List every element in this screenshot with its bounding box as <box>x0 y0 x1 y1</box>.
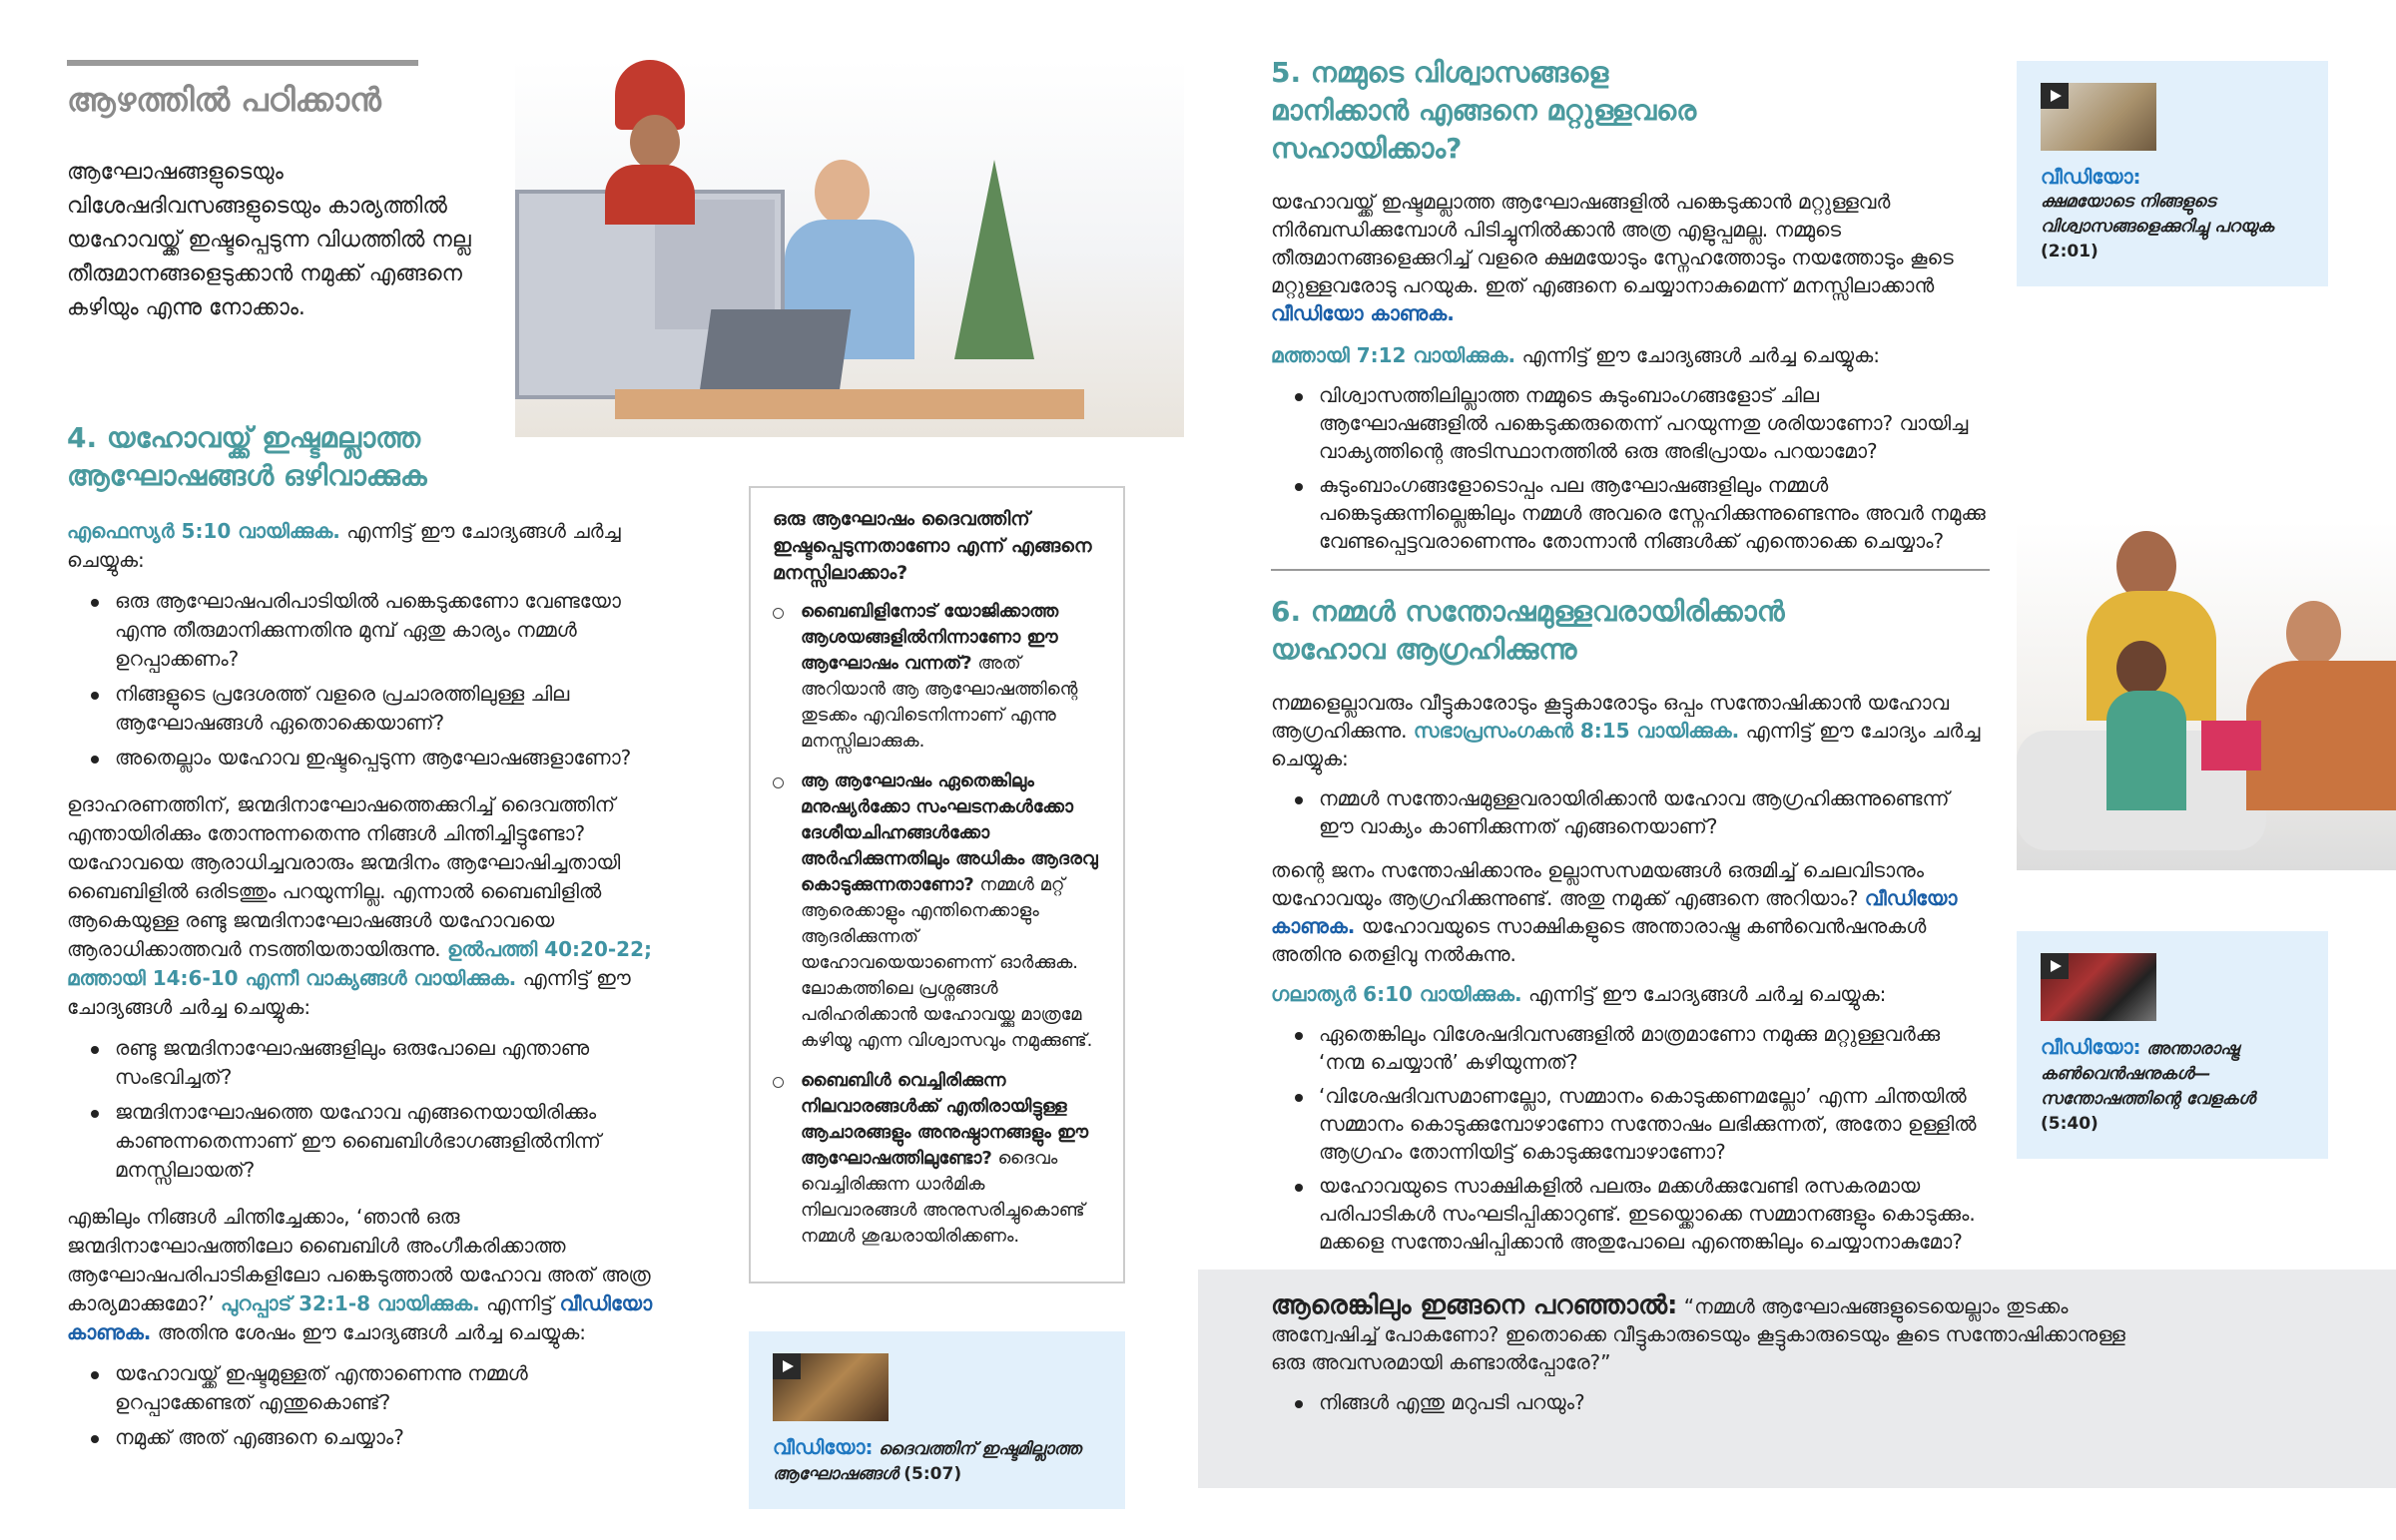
someone-says-lead: ആരെങ്കിലും ഇങ്ങനെ പറഞ്ഞാൽ: <box>1271 1290 1678 1320</box>
video-link[interactable]: വീഡിയോ കാണുക. <box>67 1291 653 1344</box>
question-list <box>67 587 666 772</box>
scripture-link[interactable]: മത്തായി 7:12 വായിക്കുക. <box>1271 343 1516 367</box>
list-item: കുടുംബാംഗങ്ങളോടൊപ്പം പല ആഘോഷങ്ങളിലും നമ്മൾ പങ്കെടുക്കുന്നില്ലെങ്കിലും നമ്മൾ അവരെ സ്നേഹിക്കുന്നുണ്ടെന്നും അവർ നമുക്കു വേണ്ടപ്പെട്ടവരാണെന്നും തോന്നാൻ നിങ്ങൾക്ക് എന്തൊക്കെ ചെയ്യാം? <box>1271 471 1992 555</box>
instruction-text: എന്നിട്ട് ഈ ചോദ്യങ്ങൾ ചർച്ച ചെയ്യുക: <box>1527 982 1887 1006</box>
read-instruction <box>1271 341 1992 369</box>
instruction-text: അതിനു ശേഷം ഈ ചോദ്യങ്ങൾ ചർച്ച ചെയ്യുക: <box>157 1320 587 1344</box>
video-duration: (5:07) <box>903 1464 962 1484</box>
paragraph <box>1271 689 1990 772</box>
sidebar-column <box>749 486 1125 1509</box>
list-item: നമുക്ക് അത് എങ്ങനെ ചെയ്യാം? <box>67 1423 666 1452</box>
paragraph <box>1271 856 1990 968</box>
paragraph-text: തന്റെ ജനം സന്തോഷിക്കാനും ഉല്ലാസസമയങ്ങൾ ഒരുമിച്ച് ചെലവിടാനും യഹോവയും ആഗ്രഹിക്കുന്നുണ്ട്. അതു നമുക്ക് എങ്ങനെ അറിയാം? <box>1271 858 1925 910</box>
list-item: വിശ്വാസത്തിലില്ലാത്ത നമ്മുടെ കുടുംബാംഗങ്ങളോട് ചില ആഘോഷങ്ങളിൽ പങ്കെടുക്കരുതെന്ന് പറയുന്നതു ശരിയാണോ? വായിച്ച വാക്യത്തിന്റെ അടിസ്ഥാനത്തിൽ ഒരു അഭിപ്രായം പറയാമോ? <box>1271 381 1992 465</box>
sidebar-box <box>749 486 1125 1283</box>
video-label: വീഡിയോ: <box>773 1435 874 1459</box>
sidebar-title: ഒരു ആഘോഷം ദൈവത്തിന് ഇഷ്ടപ്പെടുന്നതാണോ എന്ന് എങ്ങനെ മനസ്സിലാക്കാം? <box>773 508 1092 584</box>
instruction-text: എന്നിട്ട് ഈ ചോദ്യങ്ങൾ ചർച്ച ചെയ്യുക: <box>1521 343 1880 367</box>
section-4 <box>67 419 666 1464</box>
sidebar-item-text: അത് അറിയാൻ ആ ആഘോഷത്തിന്റെ തുടക്കം എവിടെനിന്നാണ് എന്നു മനസ്സിലാക്കുക. <box>801 653 1078 752</box>
list-item: ‘വിശേഷദിവസമാണല്ലോ, സമ്മാനം കൊടുക്കണമല്ലോ’ എന്ന ചിന്തയിൽ സമ്മാനം കൊടുക്കുമ്പോഴാണോ സന്തോഷം ലഭിക്കുന്നത്, അതോ ഉള്ളിൽ ആഗ്രഹം തോന്നിയിട്ട് കൊടുക്കുമ്പോഴാണോ? <box>1271 1082 1990 1166</box>
sidebar-item <box>773 599 1103 755</box>
list-item: നിങ്ങളുടെ പ്രദേശത്ത് വളരെ പ്രചാരത്തിലുള്ള ചില ആഘോഷങ്ങൾ ഏതൊക്കെയാണ്? <box>67 680 666 738</box>
video-duration: (5:40) <box>2041 1114 2098 1134</box>
right-text-flow <box>1271 54 2396 1488</box>
title-bar <box>67 60 418 66</box>
question-list <box>67 1359 666 1452</box>
list-item: ജന്മദിനാഘോഷത്തെ യഹോവ എങ്ങനെയായിരിക്കും കാണുന്നതെന്നാണ് ഈ ബൈബിൾഭാഗങ്ങളിൽനിന്ന് മനസ്സിലായത്? <box>67 1098 666 1185</box>
list-item: രണ്ടു ജന്മദിനാഘോഷങ്ങളിലും ഒരുപോലെ എന്താണു സംഭവിച്ചത്? <box>67 1034 666 1092</box>
video-title[interactable]: ദൈവത്തിന് ഇഷ്ടമില്ലാത്ത ആഘോഷങ്ങൾ <box>773 1439 1081 1484</box>
office-illustration <box>515 60 1184 437</box>
section-6 <box>1271 593 1990 1256</box>
sidebar-item-question: ബൈബിളിനോട് യോജിക്കാത്ത ആശയങ്ങളിൽനിന്നാണോ ഈ ആഘോഷം വന്നത്? <box>801 601 1059 674</box>
scripture-link[interactable]: പുറപ്പാട് 32:1-8 വായിക്കുക. <box>220 1291 480 1315</box>
video-duration: (2:01) <box>2041 242 2098 261</box>
someone-says-text <box>1271 1291 2146 1376</box>
question-list <box>1271 784 1990 840</box>
instruction-text: എന്നിട്ട് ഈ ചോദ്യങ്ങൾ ചർച്ച ചെയ്യുക: <box>67 519 621 572</box>
read-instruction <box>67 517 666 575</box>
section-5 <box>1271 54 1992 555</box>
section-divider <box>1271 569 1990 571</box>
list-item: യഹോവയുടെ സാക്ഷികളിൽ പലരും മക്കൾക്കുവേണ്ടി രസകരമായ പരിപാടികൾ സംഘടിപ്പിക്കാറുണ്ട്. ഇടയ്ക്കൊക്കെ സമ്മാനങ്ങളും കൊടുക്കും. മക്കളെ സന്തോഷിപ്പിക്കാൻ അതുപോലെ എന്തെങ്കിലും ചെയ്യാനാകുമോ? <box>1271 1172 1990 1256</box>
paragraph <box>1271 188 1992 327</box>
section-6-heading: 6. നമ്മൾ സന്തോഷമുള്ളവരായിരിക്കാൻ യഹോവ ആഗ്രഹിക്കുന്നു <box>1271 595 1785 666</box>
page-title: ആഴത്തിൽ പഠിക്കാൻ <box>67 81 381 119</box>
list-item: ഒരു ആഘോഷപരിപാടിയിൽ പങ്കെടുക്കണോ വേണ്ടയോ എന്നു തീരുമാനിക്കുന്നതിനു മുമ്പ് ഏതു കാര്യം നമ്മൾ ഉറപ്പാക്കണം? <box>67 587 666 674</box>
someone-says-band <box>1198 1270 2396 1488</box>
paragraph-text: എങ്കിലും നിങ്ങൾ ചിന്തിച്ചേക്കാം, ‘ഞാൻ ഒരു ജന്മദിനാഘോഷത്തിലോ ബൈബിൾ അംഗീകരിക്കാത്ത ആഘോഷപരിപാടികളിലോ പങ്കെടുത്താൽ യഹോവ അത് അത്ര കാര്യമാക്കുമോ?’ <box>67 1205 651 1315</box>
list-item: നിങ്ങൾ എന്തു മറുപടി പറയും? <box>1271 1388 2146 1416</box>
video-label: വീഡിയോ: <box>2041 1035 2141 1059</box>
video-title[interactable]: ക്ഷമയോടെ നിങ്ങളുടെ വിശ്വാസങ്ങളെക്കുറിച്ചു പറയുക <box>2041 192 2274 237</box>
sidebar-item <box>773 769 1103 1054</box>
video-link[interactable]: വീഡിയോ കാണുക. <box>1271 886 1958 938</box>
list-item: ഏതെങ്കിലും വിശേഷദിവസങ്ങളിൽ മാത്രമാണോ നമുക്കു മറ്റുള്ളവർക്കു ‘നന്മ ചെയ്യാൻ’ കഴിയുന്നത്? <box>1271 1020 1990 1076</box>
play-icon[interactable] <box>773 1353 801 1379</box>
scripture-link[interactable]: സഭാപ്രസംഗകൻ 8:15 വായിക്കുക. <box>1413 719 1740 743</box>
list-item: യഹോവയ്ക്ക് ഇഷ്ടമുള്ളത് എന്താണെന്നു നമ്മൾ ഉറപ്പാക്കേണ്ടത് എന്തുകൊണ്ട്? <box>67 1359 666 1417</box>
paragraph-text: നമ്മളെല്ലാവരും വീട്ടുകാരോടും കൂട്ടുകാരോടും ഒപ്പം സന്തോഷിക്കാൻ യഹോവ ആഗ്രഹിക്കുന്നു. <box>1271 691 1950 743</box>
sidebar-item-question: ആ ആഘോഷം ഏതെങ്കിലും മനുഷ്യർക്കോ സംഘടനകൾക്കോ ദേശീയചിഹ്നങ്ങൾക്കോ അർഹിക്കുന്നതിലും അധികം ആദരവു കൊടുക്കുന്നതാണോ? <box>801 770 1098 895</box>
list-item: നമ്മൾ സന്തോഷമുള്ളവരായിരിക്കാൻ യഹോവ ആഗ്രഹിക്കുന്നുണ്ടെന്ന് ഈ വാക്യം കാണിക്കുന്നത് എങ്ങനെയാണ്? <box>1271 784 1990 840</box>
video-title[interactable]: അന്താരാഷ്ട്ര കൺവെൻഷനുകൾ—സന്തോഷത്തിന്റെ വേളകൾ <box>2041 1039 2256 1109</box>
paragraph-text: യഹോവയുടെ സാക്ഷികളുടെ അന്താരാഷ്ട്ര കൺവെൻഷനുകൾ അതിനു തെളിവു നൽകുന്നു. <box>1271 914 1927 966</box>
video-box[interactable] <box>749 1331 1125 1509</box>
sidebar-item-text: ദൈവം വെച്ചിരിക്കുന്ന ധാർമിക നിലവാരങ്ങൾ അനുസരിച്ചുകൊണ്ട് നമ്മൾ ശുദ്ധരായിരിക്കണം. <box>801 1148 1085 1247</box>
video-label: വീഡിയോ: <box>2041 165 2141 189</box>
sidebar-item-text: നമ്മൾ മറ്റ് ആരെക്കാളും എന്തിനെക്കാളും ആദരിക്കുന്നത് യഹോവയെയാണെന്ന് ഓർക്കുക. ലോകത്തിലെ പ്രശ്നങ്ങൾ പരിഹരിക്കാൻ യഹോവയ്ക്കു മാത്രമേ കഴിയൂ എന്ന വിശ്വാസവും നമുക്കുണ്ട്. <box>801 874 1093 1051</box>
scripture-link[interactable]: ഗലാത്യർ 6:10 വായിക്കുക. <box>1271 982 1522 1006</box>
list-item: അതെല്ലാം യഹോവ ഇഷ്ടപ്പെടുന്ന ആഘോഷങ്ങളാണോ? <box>67 744 666 772</box>
intro-text: ആഘോഷങ്ങളുടെയും വിശേഷദിവസങ്ങളുടെയും കാര്യത്തിൽ യഹോവയ്ക്ക് ഇഷ്ടപ്പെടുന്ന വിധത്തിൽ നല്ല തീരുമാനങ്ങളെടുക്കാൻ നമുക്ക് എങ്ങനെ കഴിയും എന്നു നോക്കാം. <box>67 160 471 320</box>
question-list <box>1271 1020 1990 1256</box>
instruction-text: എന്നിട്ട് <box>486 1291 554 1315</box>
paragraph <box>67 1203 666 1347</box>
question-list <box>1271 1388 2146 1416</box>
read-instruction <box>1271 980 1990 1008</box>
question-list <box>67 1034 666 1185</box>
paragraph <box>67 790 666 1022</box>
sidebar-item-question: ബൈബിൾ വെച്ചിരിക്കുന്ന നിലവാരങ്ങൾക്ക് എതിരായിട്ടുള്ള ആചാരങ്ങളും അനുഷ്ഠാനങ്ങളും ഈ ആഘോഷത്തിലുണ്ടോ? <box>801 1070 1089 1169</box>
video-thumbnail[interactable] <box>773 1353 889 1421</box>
someone-says-quote: “നമ്മൾ ആഘോഷങ്ങളുടെയെല്ലാം തുടക്കം അന്വേഷിച്ച് പോകണോ? ഇതൊക്കെ വീട്ടുകാരുടെയും കൂട്ടുകാരുടെയും കൂടെ സന്തോഷിക്കാനുള്ള ഒരു അവസരമായി കണ്ടാൽപ്പോരേ?” <box>1271 1294 2125 1374</box>
question-list <box>1271 381 1992 555</box>
sidebar-item <box>773 1068 1103 1250</box>
instruction-text: എന്നിട്ട് ഈ ചോദ്യങ്ങൾ ചർച്ച ചെയ്യുക: <box>67 966 631 1019</box>
instruction-text: എന്നിട്ട് ഈ ചോദ്യം ചർച്ച ചെയ്യുക: <box>1271 719 1981 770</box>
scripture-link[interactable]: ഉൽപത്തി 40:20-22; മത്തായി 14:6-10 എന്നീ വാക്യങ്ങൾ വായിക്കുക. <box>67 937 652 990</box>
paragraph-text: ഉദാഹരണത്തിന്, ജന്മദിനാഘോഷത്തെക്കുറിച്ച് ദൈവത്തിന് എന്തായിരിക്കും തോന്നുന്നതെന്നു നിങ്ങൾ ചിന്തിച്ചിട്ടുണ്ടോ? യഹോവയെ ആരാധിച്ചവരാരും ജന്മദിനം ആഘോഷിച്ചതായി ബൈബിളിൽ ഒരിടത്തും പറയുന്നില്ല. എന്നാൽ ബൈബിളിൽ ആകെയുള്ള രണ്ടു ജന്മദിനാഘോഷങ്ങൾ യഹോവയെ ആരാധിക്കാത്തവർ നടത്തിയതായിരുന്നു. <box>67 792 621 961</box>
paragraph-text: യഹോവയ്ക്ക് ഇഷ്ടമല്ലാത്ത ആഘോഷങ്ങളിൽ പങ്കെടുക്കാൻ മറ്റുള്ളവർ നിർബന്ധിക്കുമ്പോൾ പിടിച്ചുനിൽക്കാൻ അത്ര എളുപ്പമല്ല. നമ്മുടെ തീരുമാനങ്ങളെക്കുറിച്ച് വളരെ ക്ഷമയോടും സ്നേഹത്തോടും നയത്തോടും കൂടെ മറ്റുള്ളവരോടു പറയുക. ഇത് എങ്ങനെ ചെയ്യാനാകുമെന്ന് മനസ്സിലാക്കാൻ <box>1271 190 1954 297</box>
section-4-heading: 4. യഹോവയ്ക്ക് ഇഷ്ടമല്ലാത്ത ആഘോഷങ്ങൾ ഒഴിവാക്കുക <box>67 421 427 492</box>
section-5-heading: 5. നമ്മുടെ വിശ്വാസങ്ങളെ മാനിക്കാൻ എങ്ങനെ മറ്റുള്ളവരെ സഹായിക്കാം? <box>1271 56 1697 165</box>
scripture-link[interactable]: എഫെസ്യർ 5:10 വായിക്കുക. <box>67 519 340 543</box>
video-link[interactable]: വീഡിയോ കാണുക. <box>1271 301 1455 325</box>
